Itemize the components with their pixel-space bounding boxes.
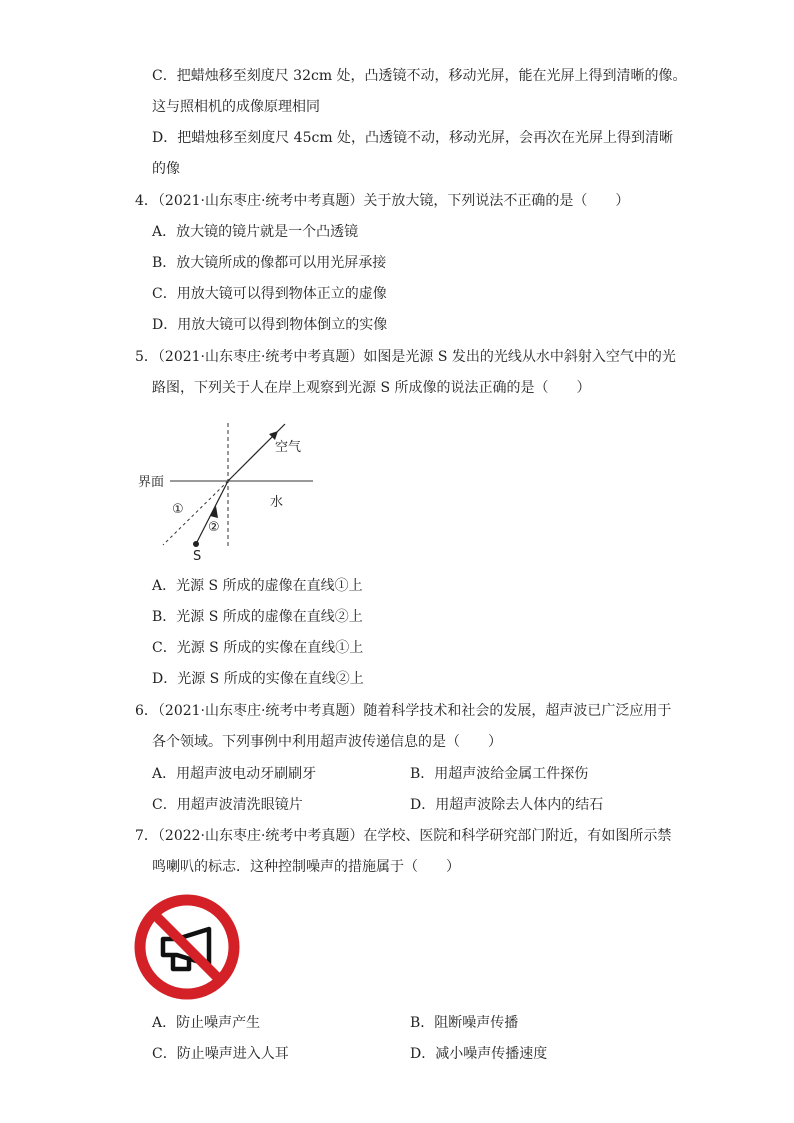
- q6-option-d: D．用超声波除去人体内的结石: [410, 797, 604, 813]
- q6-stem-line1: 6．（2021·山东枣庄·统考中考真题）随着科学技术和社会的发展，超声波已广泛应用于: [135, 703, 672, 719]
- q4-option-b: B．放大镜所成的像都可以用光屏承接: [152, 255, 387, 271]
- light-source-point: [193, 541, 199, 547]
- q4-option-d: D．用放大镜可以得到物体倒立的实像: [152, 317, 388, 333]
- q7-option-c: C．防止噪声进入人耳: [152, 1046, 289, 1062]
- q7-stem-line1: 7．（2022·山东枣庄·统考中考真题）在学校、医院和科学研究部门附近，有如图所示禁: [135, 828, 672, 844]
- label-air: 空气: [275, 440, 302, 455]
- q6-stem-line2: 各个领域。下列事例中利用超声波传递信息的是（ ）: [152, 734, 502, 750]
- q6-option-b: B．用超声波给金属工件探伤: [410, 766, 589, 782]
- q6-option-c: C．用超声波清洗眼镜片: [152, 797, 303, 813]
- q5-stem-line2: 路图，下列关于人在岸上观察到光源 S 所成像的说法正确的是（ ）: [152, 380, 591, 396]
- q5-option-c: C．光源 S 所成的实像在直线①上: [152, 640, 364, 656]
- q7-option-b: B．阻断噪声传播: [410, 1015, 519, 1031]
- q3-option-c-line1: C．把蜡烛移至刻度尺 32cm 处，凸透镜不动，移动光屏，能在光屏上得到清晰的像。: [152, 68, 687, 84]
- no-horn-sign-icon: [133, 893, 241, 1001]
- q3-option-d-line1: D．把蜡烛移至刻度尺 45cm 处，凸透镜不动，移动光屏，会再次在光屏上得到清晰: [152, 130, 674, 146]
- label-line-2: ②: [208, 520, 220, 535]
- q5-option-b: B．光源 S 所成的虚像在直线②上: [152, 609, 363, 625]
- q7-option-a: A．防止噪声产生: [152, 1015, 261, 1031]
- q3-option-c-line2: 这与照相机的成像原理相同: [152, 99, 320, 115]
- q7-option-d: D．减小噪声传播速度: [410, 1046, 548, 1062]
- q3-option-d-line2: 的像: [152, 161, 180, 177]
- label-source: S: [193, 549, 202, 564]
- q4-option-c: C．用放大镜可以得到物体正立的虚像: [152, 286, 387, 302]
- refraction-diagram: [130, 420, 330, 565]
- q5-option-d: D．光源 S 所成的实像在直线②上: [152, 671, 364, 687]
- label-line-1: ①: [172, 502, 184, 517]
- q5-stem-line1: 5．（2021·山东枣庄·统考中考真题）如图是光源 S 发出的光线从水中斜射入空气中的光: [135, 349, 676, 365]
- q5-option-a: A．光源 S 所成的虚像在直线①上: [152, 578, 363, 594]
- q7-stem-line2: 鸣喇叭的标志．这种控制噪声的措施属于（ ）: [152, 859, 460, 875]
- q4-option-a: A．放大镜的镜片就是一个凸透镜: [152, 224, 359, 240]
- label-water: 水: [270, 495, 284, 510]
- q4-stem: 4．（2021·山东枣庄·统考中考真题）关于放大镜，下列说法不正确的是（ ）: [135, 193, 630, 209]
- label-interface: 界面: [138, 475, 165, 490]
- q6-option-a: A．用超声波电动牙刷刷牙: [152, 766, 317, 782]
